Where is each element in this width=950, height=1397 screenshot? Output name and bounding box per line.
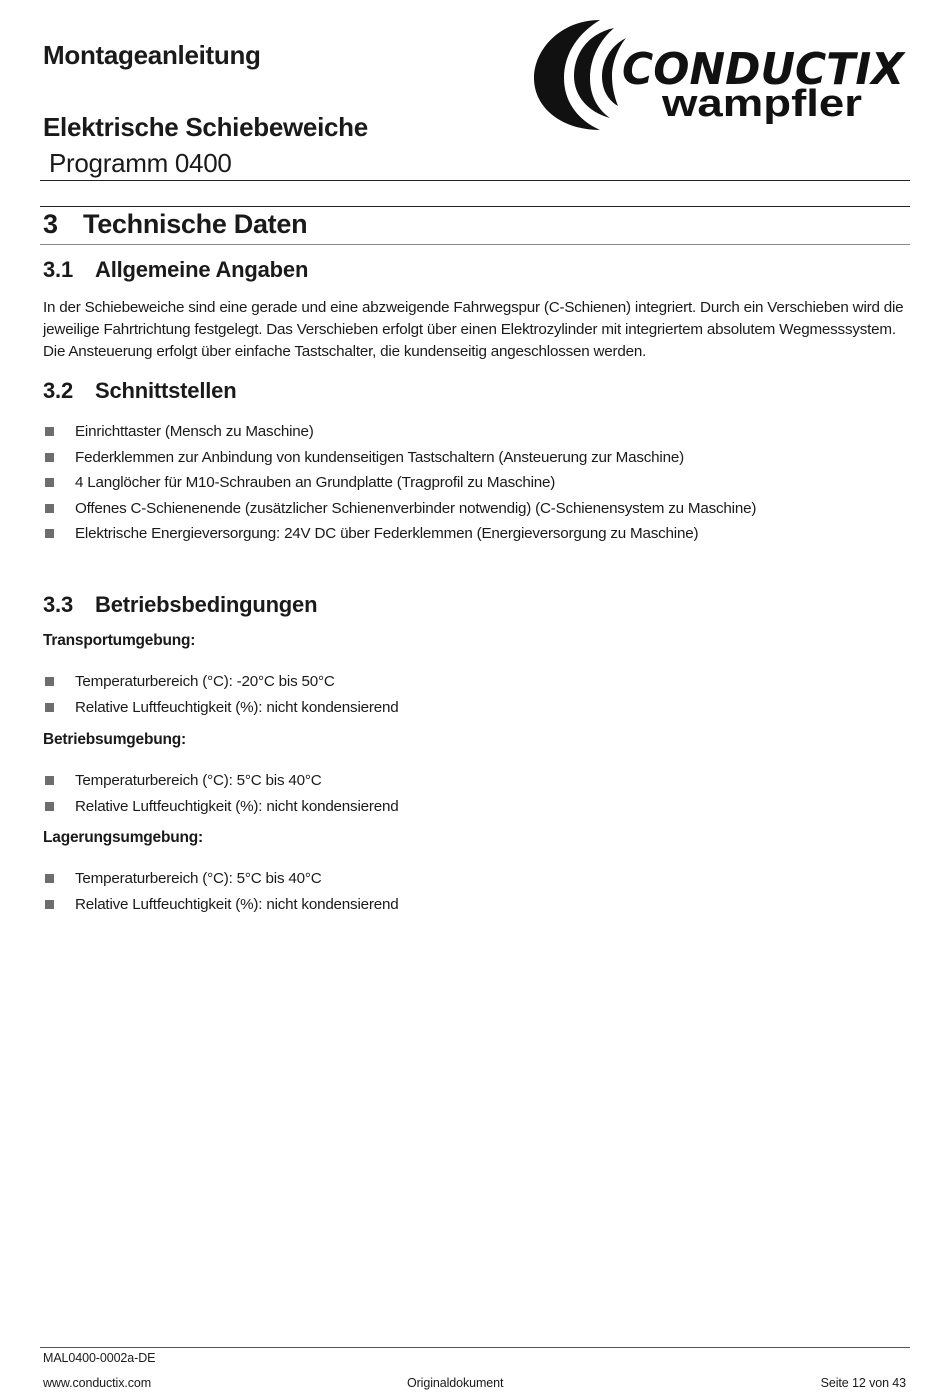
paragraph-line: Die Ansteuerung erfolgt über einfache Tastschalter, die kundenseitig angeschlossen werden.: [43, 343, 647, 360]
square-bullet-icon: [45, 874, 54, 883]
paragraph-line: In der Schiebeweiche sind eine gerade und eine abzweigende Fahrwegspur (C-Schienen) integriert. Durch ein Verschieben wird die: [43, 299, 904, 316]
transport-environment-label: Transportumgebung:: [43, 632, 196, 649]
document-title: Elektrische Schiebeweiche: [43, 112, 368, 142]
section-title: Technische Daten: [83, 209, 308, 239]
subsection-heading-3-3: [43, 592, 317, 618]
subsection-number: 3.1: [43, 257, 73, 282]
subsection-heading-3-2: [43, 378, 236, 404]
list-item: Einrichttaster (Mensch zu Maschine): [43, 419, 756, 445]
square-bullet-icon: [45, 504, 54, 513]
list-item: 4 Langlöcher für M10-Schrauben an Grundplatte (Tragprofil zu Maschine): [43, 470, 756, 496]
operating-conditions-list: [43, 768, 398, 819]
conductix-wampfler-logo: [530, 12, 910, 142]
square-bullet-icon: [45, 529, 54, 538]
list-item: Federklemmen zur Anbindung von kundenseitigen Tastschaltern (Ansteuerung zur Maschine): [43, 445, 756, 471]
section-top-rule: [40, 206, 910, 207]
subsection-title: Betriebsbedingungen: [95, 592, 318, 617]
section-number: 3: [43, 209, 58, 239]
square-bullet-icon: [45, 478, 54, 487]
list-item: Relative Luftfeuchtigkeit (%): nicht kondensierend: [43, 794, 398, 820]
square-bullet-icon: [45, 703, 54, 712]
original-document-note: Originaldokument: [407, 1376, 504, 1390]
logo-brand-top: CONDUCTIX: [622, 44, 907, 95]
logo-brand-bottom: wampfler: [660, 83, 863, 125]
transport-conditions-list: [43, 669, 398, 720]
list-item: Offenes C-Schienenende (zusätzlicher Schienenverbinder notwendig) (C-Schienensystem zu Maschine): [43, 496, 756, 522]
square-bullet-icon: [45, 677, 54, 686]
subsection-number: 3.3: [43, 592, 73, 617]
document-number: MAL0400-0002a-DE: [43, 1351, 156, 1365]
square-bullet-icon: [45, 802, 54, 811]
general-info-paragraph: [43, 297, 913, 363]
storage-environment-label: Lagerungsumgebung:: [43, 829, 204, 846]
list-item: Relative Luftfeuchtigkeit (%): nicht kondensierend: [43, 695, 398, 721]
conductix-swirl-logo-icon: [530, 12, 910, 142]
list-item: Temperaturbereich (°C): -20°C bis 50°C: [43, 669, 398, 695]
interfaces-list: [43, 419, 756, 547]
subsection-title: Allgemeine Angaben: [95, 257, 309, 282]
header-rule: [40, 180, 910, 181]
subsection-number: 3.2: [43, 378, 73, 403]
square-bullet-icon: [45, 776, 54, 785]
document-type: Montageanleitung: [43, 40, 261, 70]
footer-rule: [40, 1347, 910, 1348]
section-heading: [43, 209, 307, 240]
operating-environment-label: Betriebsumgebung:: [43, 731, 186, 748]
list-item: Temperaturbereich (°C): 5°C bis 40°C: [43, 768, 398, 794]
page-number: Seite 12 von 43: [820, 1376, 906, 1390]
document-subtitle: Programm 0400: [49, 148, 232, 178]
website-link[interactable]: www.conductix.com: [43, 1376, 152, 1390]
subsection-title: Schnittstellen: [95, 378, 237, 403]
list-item: Temperaturbereich (°C): 5°C bis 40°C: [43, 866, 398, 892]
list-item: Elektrische Energieversorgung: 24V DC über Federklemmen (Energieversorgung zu Maschine): [43, 521, 756, 547]
section-heading-rule: [40, 244, 910, 245]
square-bullet-icon: [45, 900, 54, 909]
list-item: Relative Luftfeuchtigkeit (%): nicht kondensierend: [43, 892, 398, 918]
subsection-heading-3-1: [43, 257, 308, 283]
paragraph-line: jeweilige Fahrtrichtung festgelegt. Das Verschieben erfolgt über einen Elektrozylinder mit integriertem absolutem Wegmesssystem.: [43, 321, 896, 338]
square-bullet-icon: [45, 453, 54, 462]
storage-conditions-list: [43, 866, 398, 917]
square-bullet-icon: [45, 427, 54, 436]
